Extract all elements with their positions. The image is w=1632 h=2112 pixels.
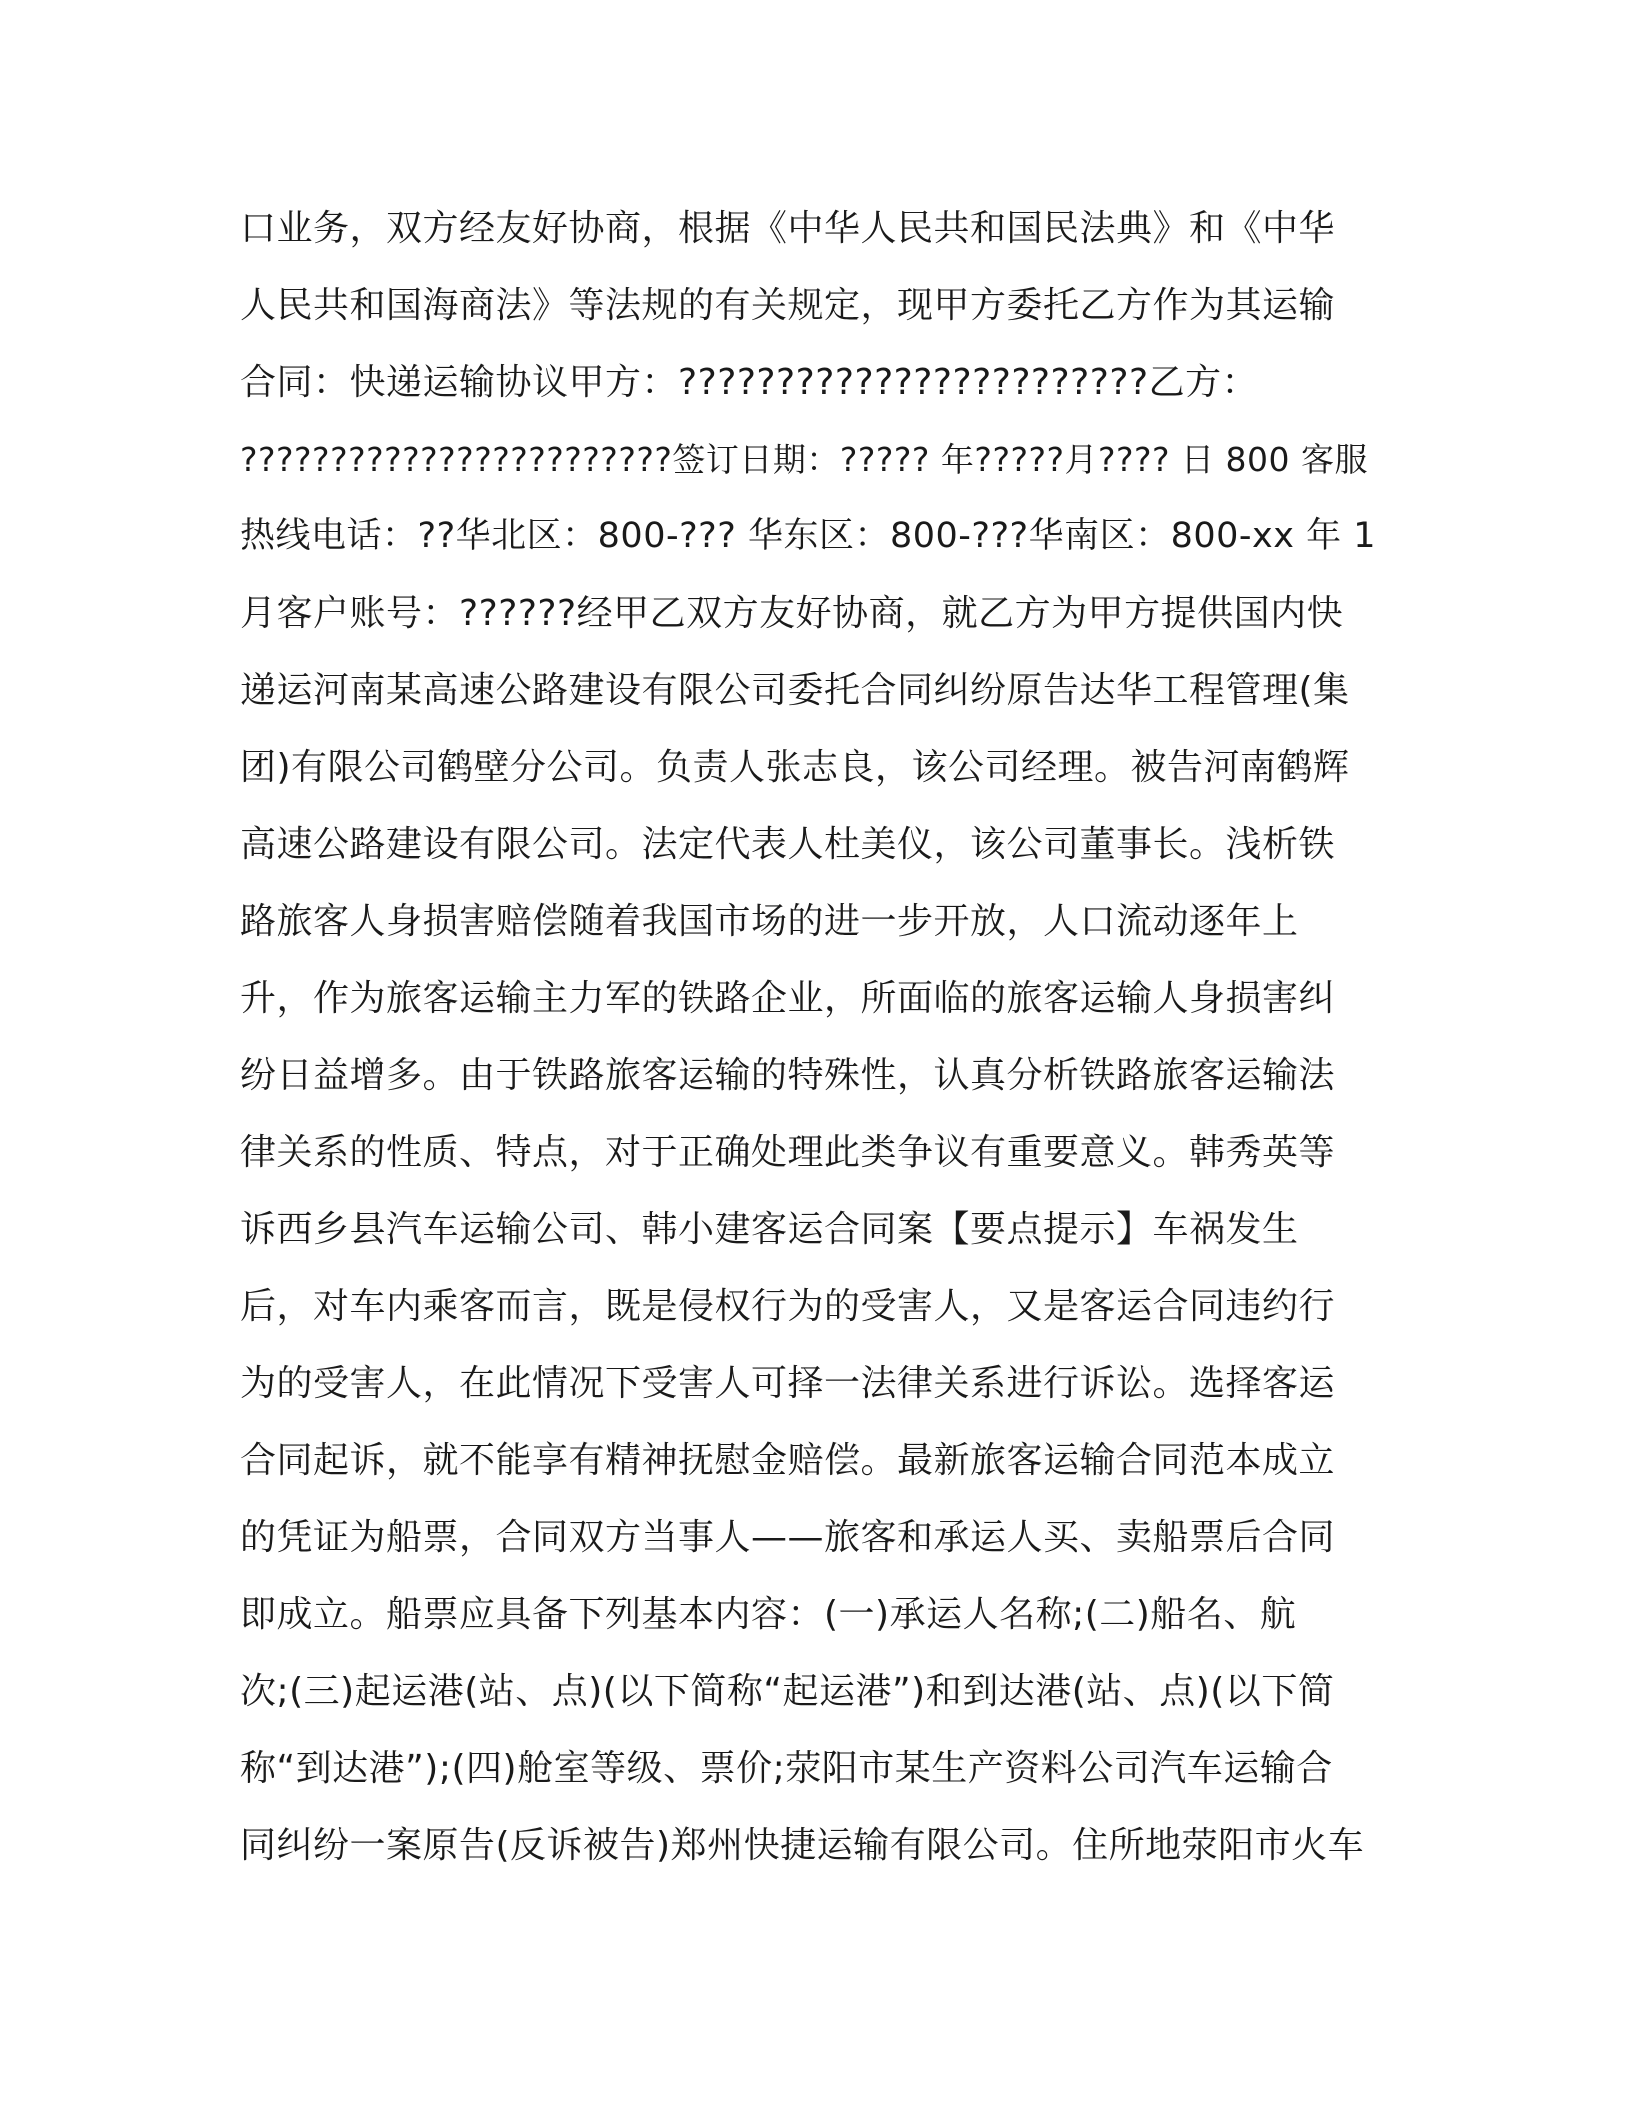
- text-line: 称“到达港”);(四)舱室等级、票价;荥阳市某生产资料公司汽车运输合: [240, 1748, 1333, 1789]
- body-text: [240, 190, 1400, 1884]
- text-line: 升，作为旅客运输主力军的铁路企业，所面临的旅客运输人身损害纠: [240, 978, 1336, 1019]
- text-line: 高速公路建设有限公司。法定代表人杜美仪，该公司董事长。浅析铁: [240, 824, 1336, 865]
- text-line: 口业务，双方经友好协商，根据《中华人民共和国民法典》和《中华: [240, 208, 1336, 249]
- text-line: 合同起诉，就不能享有精神抚慰金赔偿。最新旅客运输合同范本成立: [240, 1440, 1336, 1481]
- text-line: 次;(三)起运港(站、点)(以下简称“起运港”)和到达港(站、点)(以下简: [240, 1671, 1335, 1712]
- text-line: 热线电话：??华北区：800-??? 华东区：800-???华南区：800-xx 年 1: [240, 516, 1376, 556]
- text-line: 同纠纷一案原告(反诉被告)郑州快捷运输有限公司。住所地荥阳市火车: [240, 1825, 1365, 1866]
- text-line: ????????????????????????签订日期：????? 年?????月???? 日 800 客服: [240, 440, 1369, 479]
- text-line: 团)有限公司鹤壁分公司。负责人张志良，该公司经理。被告河南鹤辉: [240, 747, 1350, 788]
- text-line: 人民共和国海商法》等法规的有关规定，现甲方委托乙方作为其运输: [240, 285, 1336, 326]
- text-line: 即成立。船票应具备下列基本内容：(一)承运人名称;(二)船名、航: [240, 1594, 1297, 1635]
- text-line: 为的受害人，在此情况下受害人可择一法律关系进行诉讼。选择客运: [240, 1363, 1336, 1404]
- text-line: 合同：快递运输协议甲方：????????????????????????乙方：: [240, 362, 1259, 403]
- text-line: 诉西乡县汽车运输公司、韩小建客运合同案【要点提示】车祸发生: [240, 1209, 1299, 1250]
- text-line: 律关系的性质、特点，对于正确处理此类争议有重要意义。韩秀英等: [240, 1132, 1336, 1173]
- text-line: 的凭证为船票，合同双方当事人——旅客和承运人买、卖船票后合同: [240, 1517, 1336, 1558]
- text-line: 月客户账号：??????经甲乙双方友好协商，就乙方为甲方提供国内快: [240, 593, 1344, 634]
- text-line: 纷日益增多。由于铁路旅客运输的特殊性，认真分析铁路旅客运输法: [240, 1055, 1336, 1096]
- text-line: 递运河南某高速公路建设有限公司委托合同纠纷原告达华工程管理(集: [240, 670, 1350, 711]
- text-line: 路旅客人身损害赔偿随着我国市场的进一步开放，人口流动逐年上: [240, 901, 1299, 942]
- text-line: 后，对车内乘客而言，既是侵权行为的受害人，又是客运合同违约行: [240, 1286, 1336, 1327]
